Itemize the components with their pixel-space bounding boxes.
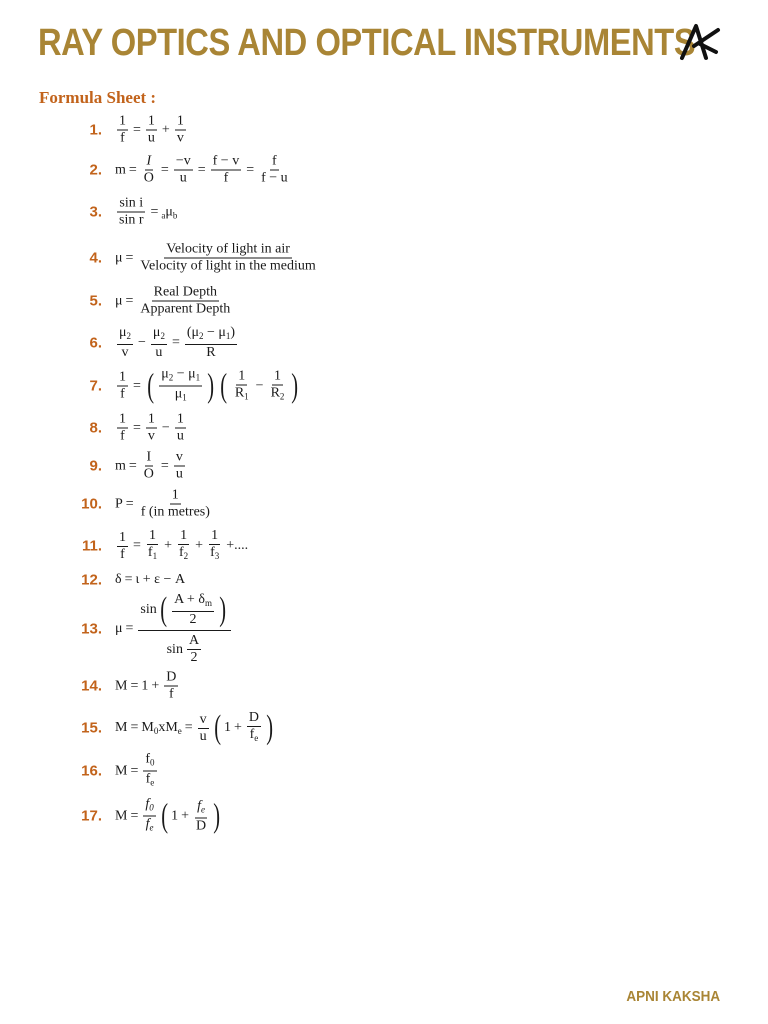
formula: M = 1 + $\frac{D}{f}$ bbox=[115, 669, 177, 702]
formula-row bbox=[0, 112, 768, 148]
formula-row bbox=[0, 366, 768, 406]
formula-row bbox=[0, 753, 768, 789]
formula-number: 15. bbox=[81, 719, 102, 737]
formula-row bbox=[0, 240, 768, 276]
formula: M = $M_0xM_e$ = $\frac{v}{u}$ ( 1 + $\frac{D}{f_e}$ ) bbox=[115, 709, 274, 746]
formula-number: 4. bbox=[89, 249, 102, 267]
formula: μ = Real Depth Apparent Depth bbox=[115, 284, 231, 317]
formula-row bbox=[0, 570, 768, 590]
formula: m = $\frac{I}{O}$ = $\frac{-v}{u}$ = $\frac{f - v}{f}$ = $\frac{f}{f - u}$ bbox=[115, 153, 288, 186]
formula: μ = Velocity of light in air Velocity of light in the medium bbox=[115, 241, 316, 274]
formula-number: 12. bbox=[81, 571, 102, 589]
formula-row bbox=[0, 668, 768, 704]
formula-number: 17. bbox=[81, 807, 102, 825]
formula: $\frac{1}{f}$ = $\frac{1}{v}$ − $\frac{1}{u}$ bbox=[119, 411, 184, 444]
formula-row bbox=[0, 592, 768, 666]
formula-row bbox=[0, 486, 768, 522]
formula-number: 10. bbox=[81, 495, 102, 513]
formula-number: 7. bbox=[89, 377, 102, 395]
formula-number: 11. bbox=[81, 537, 102, 555]
formula-number: 3. bbox=[89, 203, 102, 221]
formula: δ = ι + ε − A bbox=[115, 572, 186, 587]
apni-kaksha-logo-icon bbox=[678, 22, 722, 62]
formula: $\frac{1}{f}$ = $\frac{1}{f_1}$ + $\frac{1}{f_2}$ + $\frac{1}{f_3}$ +.... bbox=[119, 528, 249, 562]
brand-footer: APNI KAKSHA bbox=[626, 988, 720, 1005]
formula-number: 13. bbox=[81, 620, 102, 638]
formula-row bbox=[0, 410, 768, 446]
formula: P = 1 f (in metres) bbox=[115, 487, 210, 520]
formula-number: 8. bbox=[89, 419, 102, 437]
formula-number: 1. bbox=[89, 121, 102, 139]
formula: $\frac{1}{f}$ = $\frac{1}{u}$ + $\frac{1}{v}$ bbox=[119, 113, 184, 146]
formula-row bbox=[0, 796, 768, 836]
formula-row bbox=[0, 527, 768, 565]
formula-number: 16. bbox=[81, 762, 102, 780]
formula-row bbox=[0, 708, 768, 748]
formula-row bbox=[0, 194, 768, 230]
formula-row bbox=[0, 448, 768, 484]
formula: M = $\frac{f_0}{f_e}$ bbox=[115, 751, 155, 788]
formula-row bbox=[0, 325, 768, 361]
formula: m = $\frac{I}{O}$ = $\frac{v}{u}$ bbox=[115, 449, 183, 482]
formula-number: 2. bbox=[89, 161, 102, 179]
formula-number: 9. bbox=[89, 457, 102, 475]
formula-number: 6. bbox=[89, 334, 102, 352]
formula-row bbox=[0, 152, 768, 188]
formula-row bbox=[0, 283, 768, 319]
formula: $\frac{\text{sin i}}{\text{sin r}}$ = $_a\mu_b$ bbox=[119, 195, 178, 228]
formula: M = $\frac{f_0}{f_e}$ ( 1 + $\frac{f_e}{D}$ ) bbox=[115, 796, 221, 834]
formula: $\mu_2$ v − $\frac{\mu_2}{u}$ = $\frac{(\mu_2 - \mu_1)}{R}$ bbox=[119, 325, 236, 360]
formula-sheet-heading: Formula Sheet : bbox=[39, 88, 157, 107]
page-title: RAY OPTICS AND OPTICAL INSTRUMENTS bbox=[38, 22, 696, 64]
formula: $\frac{1}{f}$ = ( $\mu_2 - \mu_1$ $\mu_1$ ) ( 1 $R_1$ − $\frac{1}{R_2}$ ) bbox=[119, 366, 299, 404]
formula-number: 14. bbox=[81, 677, 102, 695]
formula-number: 5. bbox=[89, 292, 102, 310]
formula: μ = sin ( $A + \delta_m$ 2 ) sin A 2 bbox=[115, 592, 233, 666]
